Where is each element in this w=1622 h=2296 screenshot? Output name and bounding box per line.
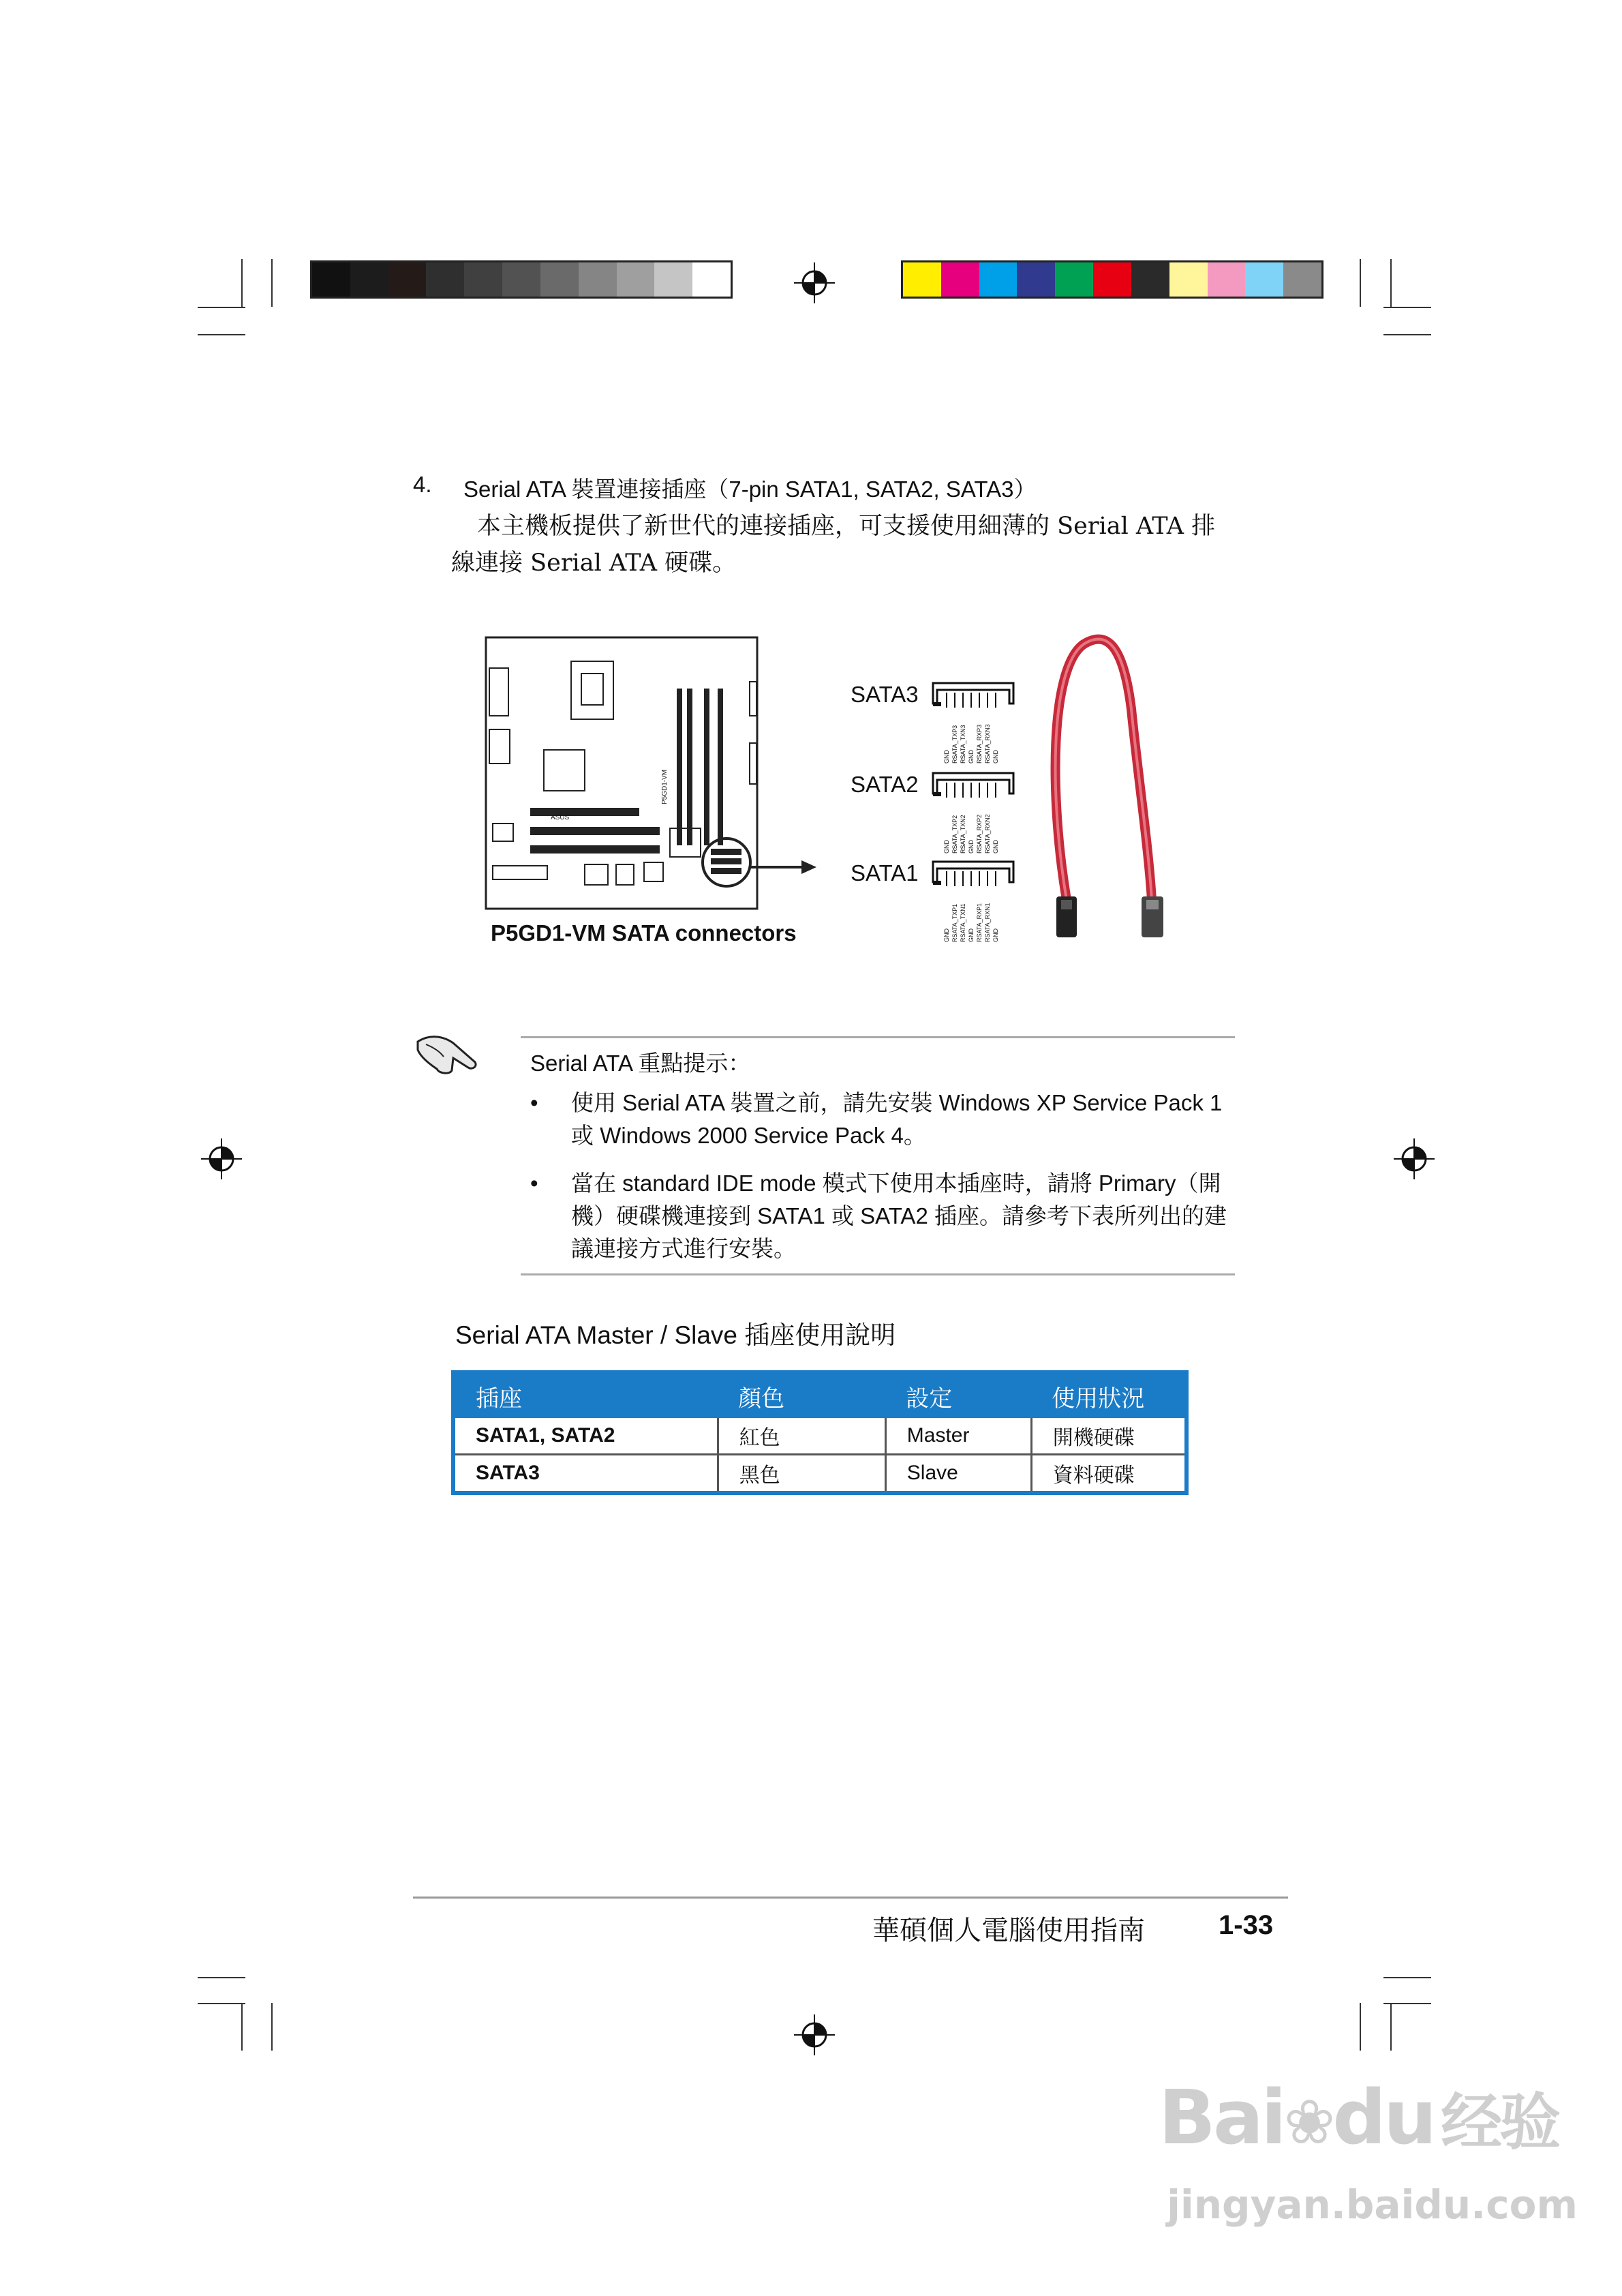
table-cell: 紅色 bbox=[718, 1418, 885, 1455]
pin-label: RSATA_TXP1 bbox=[951, 903, 958, 942]
color-swatch bbox=[350, 262, 388, 297]
connector-label-sata2: SATA2 bbox=[851, 772, 919, 797]
color-swatch bbox=[979, 262, 1017, 297]
footer-rule bbox=[413, 1897, 1288, 1899]
pin-label: GND bbox=[943, 840, 950, 854]
watermark-brand: Bai bbox=[1159, 2074, 1284, 2161]
section-title: Serial ATA 裝置連接插座（7-pin SATA1, SATA2, SATA3） bbox=[463, 477, 1037, 502]
pin-label: GND bbox=[943, 928, 950, 942]
table-cell: 黑色 bbox=[718, 1455, 885, 1492]
pin-label: GND bbox=[968, 928, 975, 942]
section-desc-line1: 本主機板提供了新世代的連接插座，可支援使用細薄的 Serial ATA 排 bbox=[477, 513, 1216, 540]
color-swatch bbox=[1055, 262, 1093, 297]
footer-guide-title: 華碩個人電腦使用指南 bbox=[872, 1915, 1145, 1946]
color-swatch bbox=[1093, 262, 1131, 297]
registration-mark-icon bbox=[794, 262, 835, 303]
pin-label: RSATA_RXP1 bbox=[976, 903, 983, 942]
note-bullet-2-line2: 機）硬碟機連接到 SATA1 或 SATA2 插座。請參考下表所列出的建 bbox=[571, 1203, 1227, 1228]
sata-connector-icon bbox=[930, 859, 1019, 948]
table-header-cell: 設定 bbox=[885, 1374, 1031, 1418]
watermark-product: 经验 bbox=[1441, 2087, 1559, 2158]
note-bullet-1-line2: 或 Windows 2000 Service Pack 4。 bbox=[571, 1123, 926, 1148]
note-bottom-rule bbox=[521, 1273, 1235, 1275]
watermark-brand2: du bbox=[1332, 2074, 1435, 2161]
pin-label: RSATA_TXN3 bbox=[960, 725, 966, 764]
watermark-logo bbox=[1159, 2072, 1558, 2161]
pin-label: GND bbox=[943, 750, 950, 764]
note-title: Serial ATA 重點提示： bbox=[530, 1051, 751, 1076]
pin-label: RSATA_TXP2 bbox=[951, 815, 958, 854]
color-swatch bbox=[579, 262, 617, 297]
color-swatch bbox=[388, 262, 427, 297]
table-header-cell: 插座 bbox=[455, 1374, 718, 1418]
color-swatch bbox=[426, 262, 464, 297]
table-header-cell: 顏色 bbox=[718, 1374, 885, 1418]
color-swatch bbox=[312, 262, 350, 297]
table-cell: SATA1, SATA2 bbox=[455, 1418, 718, 1455]
sata-cable-illustration bbox=[1036, 627, 1172, 968]
color-swatch bbox=[464, 262, 502, 297]
color-swatch bbox=[903, 262, 941, 297]
pin-label: RSATA_TXN1 bbox=[960, 903, 966, 942]
note-bullet-1-line1: 使用 Serial ATA 裝置之前，請先安裝 Windows XP Service Pack 1 bbox=[571, 1090, 1223, 1115]
note-bullet-1: • 使用 Serial ATA 裝置之前，請先安裝 Windows XP Service Pack 1 或 Windows 2000 Service Pack 4。 bbox=[530, 1087, 1239, 1152]
brand-logo: ASUS bbox=[551, 814, 570, 821]
table-cell: 開機硬碟 bbox=[1031, 1418, 1184, 1455]
sata-connector-icon bbox=[930, 770, 1019, 859]
pin-label: GND bbox=[992, 928, 999, 942]
watermark-url: jingyan.baidu.com bbox=[1167, 2181, 1578, 2228]
color-swatch bbox=[1283, 262, 1321, 297]
paw-icon: ❀ bbox=[1283, 2087, 1333, 2158]
note-bullet-2: • 當在 standard IDE mode 模式下使用本插座時，請將 Primary（開 機）硬碟機連接到 SATA1 或 SATA2 插座。請參考下表所列出的建 議連接方式進行安裝。 bbox=[530, 1167, 1239, 1265]
color-swatch bbox=[1131, 262, 1169, 297]
color-swatch bbox=[540, 262, 579, 297]
note-bullet-2-line3: 議連接方式進行安裝。 bbox=[571, 1236, 796, 1261]
color-swatch bbox=[502, 262, 540, 297]
pin-label: RSATA_TXP3 bbox=[951, 725, 958, 764]
section-number: 4. bbox=[413, 472, 432, 497]
footer-page-number: 1-33 bbox=[1219, 1910, 1274, 1940]
registration-mark-icon bbox=[201, 1138, 242, 1179]
table-row bbox=[455, 1418, 1184, 1455]
note-bullet-2-line1: 當在 standard IDE mode 模式下使用本插座時，請將 Primary（開 bbox=[571, 1170, 1221, 1196]
pin-label: RSATA_RXN3 bbox=[984, 724, 991, 764]
color-swatch bbox=[692, 262, 731, 297]
color-swatch bbox=[1017, 262, 1055, 297]
hand-pointer-icon bbox=[412, 1029, 480, 1077]
color-swatch bbox=[617, 262, 655, 297]
color-swatch bbox=[1245, 262, 1283, 297]
connector-label-sata1: SATA1 bbox=[851, 860, 919, 886]
pin-label: RSATA_RXP3 bbox=[976, 724, 983, 764]
pin-label: GND bbox=[968, 750, 975, 764]
motherboard-diagram bbox=[483, 634, 823, 920]
table-cell: SATA3 bbox=[455, 1455, 718, 1492]
color-swatch bbox=[1208, 262, 1246, 297]
color-swatch bbox=[941, 262, 979, 297]
sata-usage-table bbox=[451, 1370, 1189, 1495]
color-swatch bbox=[1169, 262, 1208, 297]
process-color-bar bbox=[901, 260, 1323, 299]
board-label: P5GD1-VM bbox=[661, 769, 669, 804]
sata-connector-icon bbox=[930, 680, 1019, 769]
table-title: Serial ATA Master / Slave 插座使用說明 bbox=[455, 1321, 896, 1349]
pin-label: GND bbox=[992, 840, 999, 854]
section-desc-line2: 線連接 Serial ATA 硬碟。 bbox=[451, 549, 737, 577]
connector-label-sata3: SATA3 bbox=[851, 682, 919, 707]
table-header-row bbox=[455, 1374, 1184, 1418]
table-cell: Slave bbox=[885, 1455, 1031, 1492]
color-swatch bbox=[654, 262, 692, 297]
figure-caption: P5GD1-VM SATA connectors bbox=[491, 920, 797, 946]
table-cell: Master bbox=[885, 1418, 1031, 1455]
pin-label: RSATA_RXN2 bbox=[984, 814, 991, 854]
table-header-cell: 使用狀況 bbox=[1031, 1374, 1184, 1418]
table-row bbox=[455, 1455, 1184, 1492]
pin-label: RSATA_RXN1 bbox=[984, 903, 991, 942]
grayscale-color-bar bbox=[310, 260, 733, 299]
pin-label: GND bbox=[968, 840, 975, 854]
pin-label: GND bbox=[992, 750, 999, 764]
pin-label: RSATA_TXN2 bbox=[960, 815, 966, 854]
registration-mark-icon bbox=[1394, 1138, 1435, 1179]
note-top-rule bbox=[521, 1036, 1235, 1038]
table-cell: 資料硬碟 bbox=[1031, 1455, 1184, 1492]
registration-mark-icon bbox=[794, 2014, 835, 2055]
pin-label: RSATA_RXP2 bbox=[976, 814, 983, 854]
